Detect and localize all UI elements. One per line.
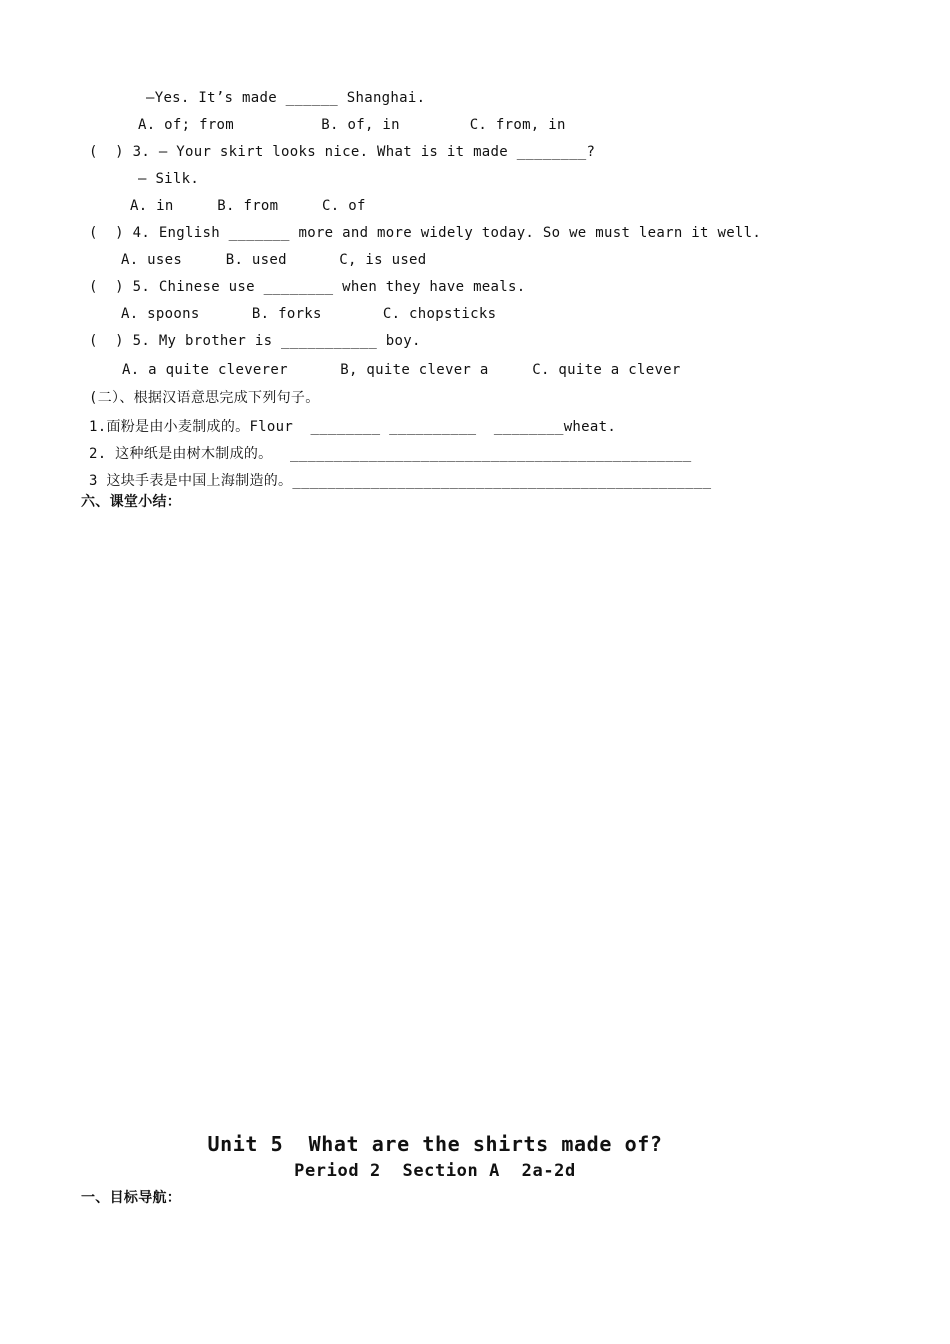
question-5a: ( ) 5. Chinese use ________ when they have meals. bbox=[89, 279, 526, 295]
translate-item-3: 3 这块手表是中国上海制造的。________________________________________________ bbox=[89, 473, 712, 489]
translate-item-2: 2. 这种纸是由树木制成的。 ______________________________________________ bbox=[89, 446, 692, 462]
translate-item-1: 1.面粉是由小麦制成的。Flour ________ __________ ________wheat. bbox=[89, 419, 617, 435]
section-heading-translate: (二）、根据汉语意思完成下列句子。 bbox=[89, 390, 320, 406]
options-q5b: A. a quite cleverer B, quite clever a C. quite a clever bbox=[122, 362, 681, 378]
question-3: ( ) 3. — Your skirt looks nice. What is it made ________? bbox=[89, 144, 596, 160]
section-heading-goals: 一、目标导航： bbox=[81, 1190, 182, 1206]
period-title: Period 2 Section A 2a-2d bbox=[294, 1161, 576, 1181]
section-heading-summary: 六、课堂小结： bbox=[81, 494, 182, 510]
unit-title: Unit 5 What are the shirts made of? bbox=[207, 1132, 663, 1156]
options-q2: A. of; from B. of, in C. from, in bbox=[138, 117, 566, 133]
question-4: ( ) 4. English _______ more and more widely today. So we must learn it well. bbox=[89, 225, 762, 241]
answer-line-shanghai: —Yes. It’s made ______ Shanghai. bbox=[146, 90, 426, 106]
options-q3: A. in B. from C. of bbox=[130, 198, 366, 214]
options-q5a: A. spoons B. forks C. chopsticks bbox=[121, 306, 497, 322]
question-5b: ( ) 5. My brother is ___________ boy. bbox=[89, 333, 421, 349]
options-q4: A. uses B. used C, is used bbox=[121, 252, 427, 268]
answer-line-silk: — Silk. bbox=[138, 171, 200, 187]
